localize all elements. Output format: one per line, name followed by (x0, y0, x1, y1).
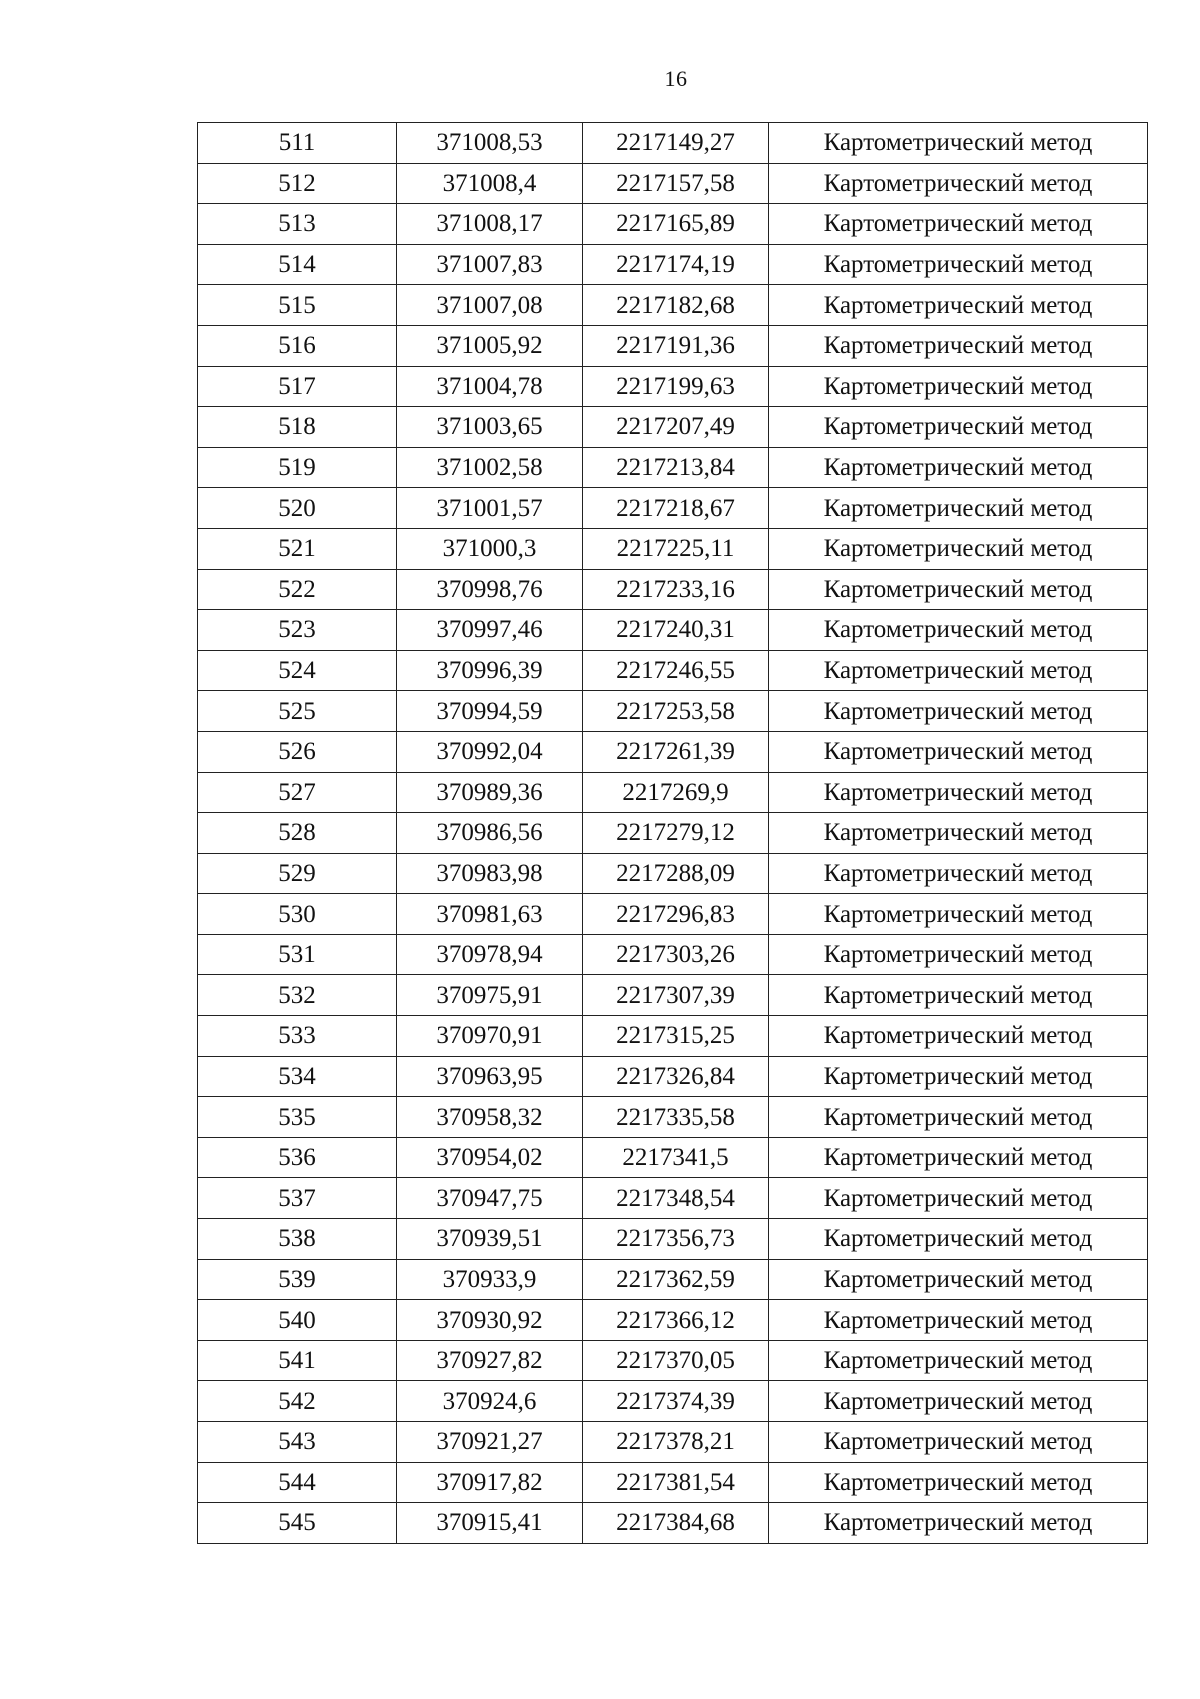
y-coordinate-cell: 2217279,12 (583, 813, 769, 854)
y-coordinate-cell: 2217207,49 (583, 407, 769, 448)
y-coordinate-cell: 2217199,63 (583, 366, 769, 407)
method-cell: Картометрический метод (769, 1178, 1148, 1219)
point-number-cell: 536 (198, 1137, 397, 1178)
point-number-cell: 545 (198, 1503, 397, 1544)
table-row (198, 853, 1148, 894)
table-row (198, 1137, 1148, 1178)
y-coordinate-cell: 2217381,54 (583, 1462, 769, 1503)
method-cell: Картометрический метод (769, 1259, 1148, 1300)
table-row (198, 366, 1148, 407)
method-cell: Картометрический метод (769, 731, 1148, 772)
method-cell: Картометрический метод (769, 1137, 1148, 1178)
method-cell: Картометрический метод (769, 123, 1148, 164)
y-coordinate-cell: 2217269,9 (583, 772, 769, 813)
table-row (198, 1016, 1148, 1057)
method-cell: Картометрический метод (769, 1219, 1148, 1260)
y-coordinate-cell: 2217253,58 (583, 691, 769, 732)
point-number-cell: 520 (198, 488, 397, 529)
table-row (198, 407, 1148, 448)
point-number-cell: 530 (198, 894, 397, 935)
point-number-cell: 529 (198, 853, 397, 894)
x-coordinate-cell: 371007,83 (397, 244, 583, 285)
table-row (198, 123, 1148, 164)
y-coordinate-cell: 2217191,36 (583, 325, 769, 366)
point-number-cell: 535 (198, 1097, 397, 1138)
point-number-cell: 526 (198, 731, 397, 772)
method-cell: Картометрический метод (769, 772, 1148, 813)
y-coordinate-cell: 2217384,68 (583, 1503, 769, 1544)
table-row (198, 1381, 1148, 1422)
x-coordinate-cell: 370997,46 (397, 610, 583, 651)
method-cell: Картометрический метод (769, 447, 1148, 488)
table-row (198, 1422, 1148, 1463)
method-cell: Картометрический метод (769, 569, 1148, 610)
y-coordinate-cell: 2217246,55 (583, 650, 769, 691)
y-coordinate-cell: 2217288,09 (583, 853, 769, 894)
point-number-cell: 518 (198, 407, 397, 448)
point-number-cell: 527 (198, 772, 397, 813)
y-coordinate-cell: 2217213,84 (583, 447, 769, 488)
point-number-cell: 525 (198, 691, 397, 732)
point-number-cell: 528 (198, 813, 397, 854)
point-number-cell: 540 (198, 1300, 397, 1341)
x-coordinate-cell: 371008,4 (397, 163, 583, 204)
x-coordinate-cell: 371005,92 (397, 325, 583, 366)
point-number-cell: 523 (198, 610, 397, 651)
point-number-cell: 531 (198, 934, 397, 975)
method-cell: Картометрический метод (769, 1097, 1148, 1138)
y-coordinate-cell: 2217240,31 (583, 610, 769, 651)
method-cell: Картометрический метод (769, 853, 1148, 894)
point-number-cell: 539 (198, 1259, 397, 1300)
y-coordinate-cell: 2217303,26 (583, 934, 769, 975)
y-coordinate-cell: 2217335,58 (583, 1097, 769, 1138)
x-coordinate-cell: 370958,32 (397, 1097, 583, 1138)
point-number-cell: 544 (198, 1462, 397, 1503)
table-row (198, 528, 1148, 569)
x-coordinate-cell: 370939,51 (397, 1219, 583, 1260)
x-coordinate-cell: 370921,27 (397, 1422, 583, 1463)
x-coordinate-cell: 371003,65 (397, 407, 583, 448)
x-coordinate-cell: 371002,58 (397, 447, 583, 488)
y-coordinate-cell: 2217356,73 (583, 1219, 769, 1260)
table-row (198, 1219, 1148, 1260)
table-row (198, 488, 1148, 529)
y-coordinate-cell: 2217307,39 (583, 975, 769, 1016)
y-coordinate-cell: 2217225,11 (583, 528, 769, 569)
y-coordinate-cell: 2217174,19 (583, 244, 769, 285)
method-cell: Картометрический метод (769, 691, 1148, 732)
table-row (198, 894, 1148, 935)
y-coordinate-cell: 2217165,89 (583, 204, 769, 245)
y-coordinate-cell: 2217149,27 (583, 123, 769, 164)
y-coordinate-cell: 2217218,67 (583, 488, 769, 529)
table-row (198, 1503, 1148, 1544)
y-coordinate-cell: 2217233,16 (583, 569, 769, 610)
point-number-cell: 522 (198, 569, 397, 610)
y-coordinate-cell: 2217261,39 (583, 731, 769, 772)
x-coordinate-cell: 370917,82 (397, 1462, 583, 1503)
point-number-cell: 519 (198, 447, 397, 488)
point-number-cell: 512 (198, 163, 397, 204)
point-number-cell: 524 (198, 650, 397, 691)
coordinates-table-body (198, 123, 1148, 1544)
x-coordinate-cell: 370989,36 (397, 772, 583, 813)
table-row (198, 1259, 1148, 1300)
table-row (198, 163, 1148, 204)
table-row (198, 610, 1148, 651)
y-coordinate-cell: 2217296,83 (583, 894, 769, 935)
y-coordinate-cell: 2217341,5 (583, 1137, 769, 1178)
point-number-cell: 515 (198, 285, 397, 326)
x-coordinate-cell: 370947,75 (397, 1178, 583, 1219)
y-coordinate-cell: 2217366,12 (583, 1300, 769, 1341)
table-row (198, 1178, 1148, 1219)
table-row (198, 325, 1148, 366)
x-coordinate-cell: 371000,3 (397, 528, 583, 569)
table-row (198, 285, 1148, 326)
method-cell: Картометрический метод (769, 285, 1148, 326)
x-coordinate-cell: 370981,63 (397, 894, 583, 935)
y-coordinate-cell: 2217348,54 (583, 1178, 769, 1219)
table-row (198, 204, 1148, 245)
x-coordinate-cell: 370996,39 (397, 650, 583, 691)
point-number-cell: 542 (198, 1381, 397, 1422)
x-coordinate-cell: 370983,98 (397, 853, 583, 894)
table-row (198, 772, 1148, 813)
point-number-cell: 543 (198, 1422, 397, 1463)
method-cell: Картометрический метод (769, 975, 1148, 1016)
point-number-cell: 516 (198, 325, 397, 366)
y-coordinate-cell: 2217370,05 (583, 1340, 769, 1381)
table-row (198, 244, 1148, 285)
method-cell: Картометрический метод (769, 488, 1148, 529)
x-coordinate-cell: 370992,04 (397, 731, 583, 772)
table-row (198, 731, 1148, 772)
method-cell: Картометрический метод (769, 1300, 1148, 1341)
method-cell: Картометрический метод (769, 1462, 1148, 1503)
method-cell: Картометрический метод (769, 610, 1148, 651)
coordinates-table (197, 122, 1148, 1544)
table-row (198, 1300, 1148, 1341)
method-cell: Картометрический метод (769, 244, 1148, 285)
point-number-cell: 521 (198, 528, 397, 569)
x-coordinate-cell: 370994,59 (397, 691, 583, 732)
method-cell: Картометрический метод (769, 163, 1148, 204)
method-cell: Картометрический метод (769, 650, 1148, 691)
table-row (198, 1097, 1148, 1138)
y-coordinate-cell: 2217378,21 (583, 1422, 769, 1463)
point-number-cell: 534 (198, 1056, 397, 1097)
method-cell: Картометрический метод (769, 934, 1148, 975)
method-cell: Картометрический метод (769, 366, 1148, 407)
x-coordinate-cell: 370975,91 (397, 975, 583, 1016)
method-cell: Картометрический метод (769, 1381, 1148, 1422)
point-number-cell: 541 (198, 1340, 397, 1381)
table-row (198, 569, 1148, 610)
x-coordinate-cell: 371001,57 (397, 488, 583, 529)
x-coordinate-cell: 371004,78 (397, 366, 583, 407)
method-cell: Картометрический метод (769, 204, 1148, 245)
method-cell: Картометрический метод (769, 1503, 1148, 1544)
y-coordinate-cell: 2217157,58 (583, 163, 769, 204)
method-cell: Картометрический метод (769, 1016, 1148, 1057)
table-row (198, 975, 1148, 1016)
table-row (198, 1462, 1148, 1503)
table-row (198, 1056, 1148, 1097)
table-row (198, 934, 1148, 975)
point-number-cell: 533 (198, 1016, 397, 1057)
point-number-cell: 538 (198, 1219, 397, 1260)
point-number-cell: 532 (198, 975, 397, 1016)
y-coordinate-cell: 2217374,39 (583, 1381, 769, 1422)
point-number-cell: 514 (198, 244, 397, 285)
x-coordinate-cell: 370970,91 (397, 1016, 583, 1057)
point-number-cell: 537 (198, 1178, 397, 1219)
method-cell: Картометрический метод (769, 1340, 1148, 1381)
method-cell: Картометрический метод (769, 1056, 1148, 1097)
method-cell: Картометрический метод (769, 894, 1148, 935)
table-row (198, 691, 1148, 732)
y-coordinate-cell: 2217362,59 (583, 1259, 769, 1300)
method-cell: Картометрический метод (769, 813, 1148, 854)
method-cell: Картометрический метод (769, 528, 1148, 569)
table-row (198, 813, 1148, 854)
x-coordinate-cell: 370986,56 (397, 813, 583, 854)
x-coordinate-cell: 371007,08 (397, 285, 583, 326)
table-row (198, 447, 1148, 488)
x-coordinate-cell: 371008,17 (397, 204, 583, 245)
x-coordinate-cell: 370933,9 (397, 1259, 583, 1300)
point-number-cell: 511 (198, 123, 397, 164)
y-coordinate-cell: 2217326,84 (583, 1056, 769, 1097)
y-coordinate-cell: 2217182,68 (583, 285, 769, 326)
method-cell: Картометрический метод (769, 1422, 1148, 1463)
x-coordinate-cell: 370915,41 (397, 1503, 583, 1544)
point-number-cell: 517 (198, 366, 397, 407)
y-coordinate-cell: 2217315,25 (583, 1016, 769, 1057)
method-cell: Картометрический метод (769, 325, 1148, 366)
x-coordinate-cell: 370924,6 (397, 1381, 583, 1422)
x-coordinate-cell: 370930,92 (397, 1300, 583, 1341)
x-coordinate-cell: 370978,94 (397, 934, 583, 975)
x-coordinate-cell: 370927,82 (397, 1340, 583, 1381)
point-number-cell: 513 (198, 204, 397, 245)
x-coordinate-cell: 370963,95 (397, 1056, 583, 1097)
table-row (198, 1340, 1148, 1381)
method-cell: Картометрический метод (769, 407, 1148, 448)
x-coordinate-cell: 370954,02 (397, 1137, 583, 1178)
x-coordinate-cell: 371008,53 (397, 123, 583, 164)
page-number: 16 (664, 66, 688, 91)
table-row (198, 650, 1148, 691)
x-coordinate-cell: 370998,76 (397, 569, 583, 610)
